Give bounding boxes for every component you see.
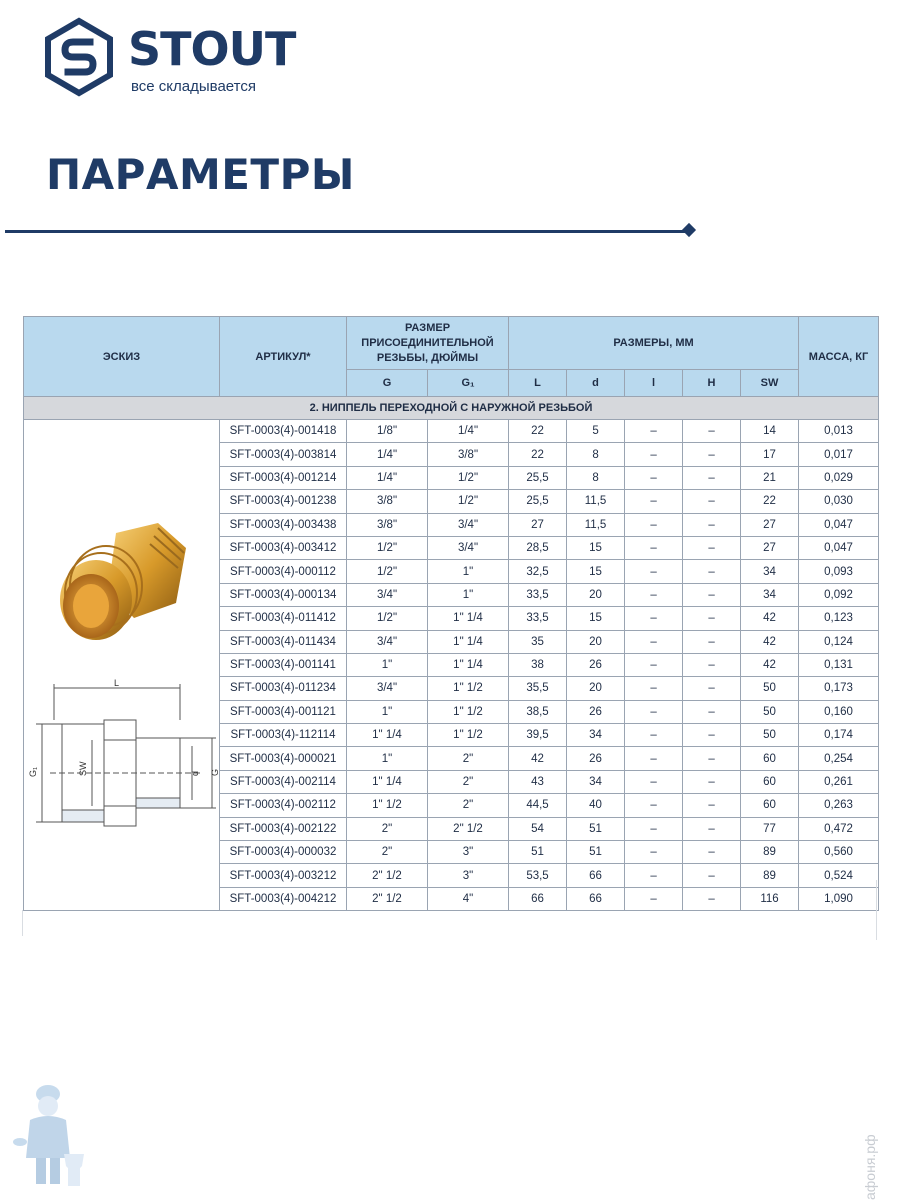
header-d: d [567,370,625,397]
watermark-text: афоня.рф [862,1134,878,1200]
cell-article: SFT-0003(4)-003438 [220,513,347,536]
header-mass: МАССА, КГ [799,317,879,397]
cell-d: 8 [567,466,625,489]
header-g1: G₁ [428,370,509,397]
cell-g1: 3/8" [428,443,509,466]
cell-mass: 0,029 [799,466,879,489]
cell-mass: 0,131 [799,653,879,676]
cell-g1: 1/4" [428,420,509,443]
drawing-label-SW: SW [78,761,88,776]
drawing-label-d: d [190,770,200,776]
cell-sw: 14 [741,420,799,443]
cell-d: 26 [567,700,625,723]
cell-l: – [625,794,683,817]
cell-sw: 42 [741,630,799,653]
cell-sw: 21 [741,466,799,489]
cell-h: – [683,560,741,583]
cell-h: – [683,700,741,723]
cell-g1: 3" [428,864,509,887]
cell-h: – [683,536,741,559]
cell-sw: 17 [741,443,799,466]
cell-h: – [683,677,741,700]
divider-diamond-icon [682,223,696,237]
cell-mass: 0,472 [799,817,879,840]
cell-g: 1/2" [347,536,428,559]
cell-mass: 0,261 [799,770,879,793]
cell-mass: 0,092 [799,583,879,606]
header-SW: SW [741,370,799,397]
cell-g: 1/2" [347,560,428,583]
cell-article: SFT-0003(4)-001418 [220,420,347,443]
cell-l: 38 [509,653,567,676]
cell-sw: 77 [741,817,799,840]
page-title: ПАРАМЕТРЫ [46,150,355,199]
cell-g1: 3/4" [428,513,509,536]
cell-sw: 27 [741,536,799,559]
cell-g1: 2" 1/2 [428,817,509,840]
cell-h: – [683,724,741,747]
cell-sw: 34 [741,560,799,583]
cell-d: 40 [567,794,625,817]
cell-d: 34 [567,770,625,793]
cell-g1: 2" [428,770,509,793]
cell-article: SFT-0003(4)-000134 [220,583,347,606]
cell-mass: 0,263 [799,794,879,817]
cell-d: 66 [567,864,625,887]
cell-article: SFT-0003(4)-011434 [220,630,347,653]
header-L: L [509,370,567,397]
cell-g1: 4" [428,887,509,910]
cell-h: – [683,583,741,606]
cell-sw: 27 [741,513,799,536]
cell-mass: 0,524 [799,864,879,887]
cell-h: – [683,864,741,887]
cell-sw: 50 [741,677,799,700]
cell-article: SFT-0003(4)-003212 [220,864,347,887]
cell-sw: 50 [741,724,799,747]
cell-h: – [683,747,741,770]
plumber-mascot-image [8,1080,90,1192]
cell-h: – [683,887,741,910]
cell-l: – [625,887,683,910]
cell-l: – [625,420,683,443]
cell-mass: 0,123 [799,607,879,630]
cell-g: 1/8" [347,420,428,443]
cell-l: 27 [509,513,567,536]
cell-article: SFT-0003(4)-001121 [220,700,347,723]
cell-l: – [625,864,683,887]
cell-l: – [625,817,683,840]
cell-article: SFT-0003(4)-112114 [220,724,347,747]
cell-mass: 0,017 [799,443,879,466]
cell-l: 33,5 [509,607,567,630]
cell-mass: 0,047 [799,536,879,559]
cell-l: – [625,607,683,630]
cell-g: 1" [347,700,428,723]
cell-article: SFT-0003(4)-001141 [220,653,347,676]
cell-g1: 1" 1/2 [428,724,509,747]
cell-article: SFT-0003(4)-002122 [220,817,347,840]
cell-g: 3/4" [347,677,428,700]
cell-l: – [625,677,683,700]
cell-g: 1/2" [347,607,428,630]
cell-d: 66 [567,887,625,910]
cell-g1: 1" [428,583,509,606]
header-l: l [625,370,683,397]
title-divider [5,230,689,233]
table-row [24,420,879,443]
cell-sw: 60 [741,770,799,793]
cell-article: SFT-0003(4)-000112 [220,560,347,583]
cell-g1: 1" [428,560,509,583]
cell-article: SFT-0003(4)-004212 [220,887,347,910]
cell-sw: 89 [741,864,799,887]
cell-article: SFT-0003(4)-001238 [220,490,347,513]
cell-l: – [625,770,683,793]
stout-logo-icon [44,18,114,96]
cell-g: 1/4" [347,466,428,489]
header-sketch: ЭСКИЗ [24,317,220,397]
cell-article: SFT-0003(4)-002112 [220,794,347,817]
cell-g1: 3" [428,841,509,864]
cell-g: 3/8" [347,513,428,536]
parameters-table [23,316,879,911]
cell-d: 51 [567,841,625,864]
cell-sw: 34 [741,583,799,606]
cell-l: – [625,560,683,583]
cell-l: – [625,466,683,489]
cell-d: 5 [567,420,625,443]
cell-l: 35 [509,630,567,653]
cell-g: 1/4" [347,443,428,466]
cell-d: 20 [567,630,625,653]
cell-l: – [625,841,683,864]
cell-l: – [625,443,683,466]
cell-d: 20 [567,583,625,606]
cell-h: – [683,841,741,864]
cell-g: 2" 1/2 [347,887,428,910]
cell-h: – [683,630,741,653]
cell-d: 8 [567,443,625,466]
header-g: G [347,370,428,397]
cell-d: 26 [567,653,625,676]
cell-sw: 89 [741,841,799,864]
cell-h: – [683,817,741,840]
cell-h: – [683,420,741,443]
nipple-fitting-photo [46,508,206,658]
cell-article: SFT-0003(4)-002114 [220,770,347,793]
cell-l: 33,5 [509,583,567,606]
cell-l: 51 [509,841,567,864]
cell-g: 2" 1/2 [347,864,428,887]
cell-l: – [625,536,683,559]
cell-article: SFT-0003(4)-011234 [220,677,347,700]
drawing-label-G: G [210,768,220,776]
cell-l: – [625,747,683,770]
drawing-label-G1: G₁ [28,766,38,777]
cell-mass: 0,047 [799,513,879,536]
cell-g1: 1/2" [428,466,509,489]
cell-mass: 0,254 [799,747,879,770]
cell-g1: 1" 1/4 [428,607,509,630]
cell-g1: 1" 1/4 [428,653,509,676]
cell-article: SFT-0003(4)-003814 [220,443,347,466]
cell-d: 11,5 [567,513,625,536]
cell-l: 39,5 [509,724,567,747]
cell-sw: 116 [741,887,799,910]
cell-h: – [683,513,741,536]
cell-h: – [683,490,741,513]
cell-d: 15 [567,536,625,559]
cell-l: 38,5 [509,700,567,723]
cell-g1: 2" [428,747,509,770]
cell-l: 42 [509,747,567,770]
cell-l: – [625,653,683,676]
cell-l: 22 [509,420,567,443]
cell-mass: 0,560 [799,841,879,864]
section-title: 2. НИППЕЛЬ ПЕРЕХОДНОЙ С НАРУЖНОЙ РЕЗЬБОЙ [24,397,879,420]
cell-g1: 3/4" [428,536,509,559]
header-article: АРТИКУЛ* [220,317,347,397]
cell-d: 34 [567,724,625,747]
cell-g1: 1" 1/2 [428,700,509,723]
cell-g: 1" [347,653,428,676]
cell-g: 3/8" [347,490,428,513]
cell-mass: 0,174 [799,724,879,747]
cell-sw: 50 [741,700,799,723]
cell-l: 25,5 [509,490,567,513]
cell-l: – [625,724,683,747]
cell-h: – [683,794,741,817]
cell-l: – [625,630,683,653]
cell-d: 15 [567,560,625,583]
cell-l: – [625,513,683,536]
cell-g: 3/4" [347,630,428,653]
cell-d: 51 [567,817,625,840]
sketch-cell [24,420,220,911]
cell-l: – [625,583,683,606]
cell-g1: 1/2" [428,490,509,513]
cell-mass: 1,090 [799,887,879,910]
cell-article: SFT-0003(4)-003412 [220,536,347,559]
cell-l: – [625,490,683,513]
cell-g: 1" 1/4 [347,770,428,793]
cell-h: – [683,607,741,630]
cell-article: SFT-0003(4)-000021 [220,747,347,770]
header-thread-size: РАЗМЕР ПРИСОЕДИНИТЕЛЬНОЙ РЕЗЬБЫ, ДЮЙМЫ [347,317,509,370]
brand-slogan: все складывается [131,78,256,95]
cell-l: 35,5 [509,677,567,700]
cell-g: 3/4" [347,583,428,606]
cell-h: – [683,770,741,793]
cell-g: 1" [347,747,428,770]
decorative-line [22,910,23,936]
header-dimensions: РАЗМЕРЫ, ММ [509,317,799,370]
cell-g: 2" [347,841,428,864]
cell-h: – [683,653,741,676]
cell-l: 28,5 [509,536,567,559]
technical-drawing [28,678,220,856]
cell-h: – [683,443,741,466]
cell-mass: 0,093 [799,560,879,583]
header-H: H [683,370,741,397]
cell-sw: 42 [741,607,799,630]
cell-sw: 60 [741,747,799,770]
cell-h: – [683,466,741,489]
cell-sw: 60 [741,794,799,817]
cell-mass: 0,173 [799,677,879,700]
cell-g: 1" 1/4 [347,724,428,747]
cell-sw: 42 [741,653,799,676]
cell-g: 1" 1/2 [347,794,428,817]
cell-g1: 2" [428,794,509,817]
cell-l: – [625,700,683,723]
cell-article: SFT-0003(4)-001214 [220,466,347,489]
cell-g: 2" [347,817,428,840]
cell-l: 53,5 [509,864,567,887]
cell-l: 66 [509,887,567,910]
cell-l: 25,5 [509,466,567,489]
brand-name: STOUT [128,22,296,76]
cell-d: 15 [567,607,625,630]
cell-mass: 0,160 [799,700,879,723]
cell-d: 11,5 [567,490,625,513]
cell-l: 54 [509,817,567,840]
cell-l: 32,5 [509,560,567,583]
cell-d: 20 [567,677,625,700]
cell-article: SFT-0003(4)-011412 [220,607,347,630]
drawing-label-L: L [114,678,120,688]
cell-mass: 0,124 [799,630,879,653]
cell-l: 22 [509,443,567,466]
cell-mass: 0,013 [799,420,879,443]
cell-sw: 22 [741,490,799,513]
cell-g1: 1" 1/2 [428,677,509,700]
cell-article: SFT-0003(4)-000032 [220,841,347,864]
cell-l: 43 [509,770,567,793]
decorative-line [876,880,877,940]
cell-l: 44,5 [509,794,567,817]
cell-g1: 1" 1/4 [428,630,509,653]
cell-mass: 0,030 [799,490,879,513]
cell-d: 26 [567,747,625,770]
